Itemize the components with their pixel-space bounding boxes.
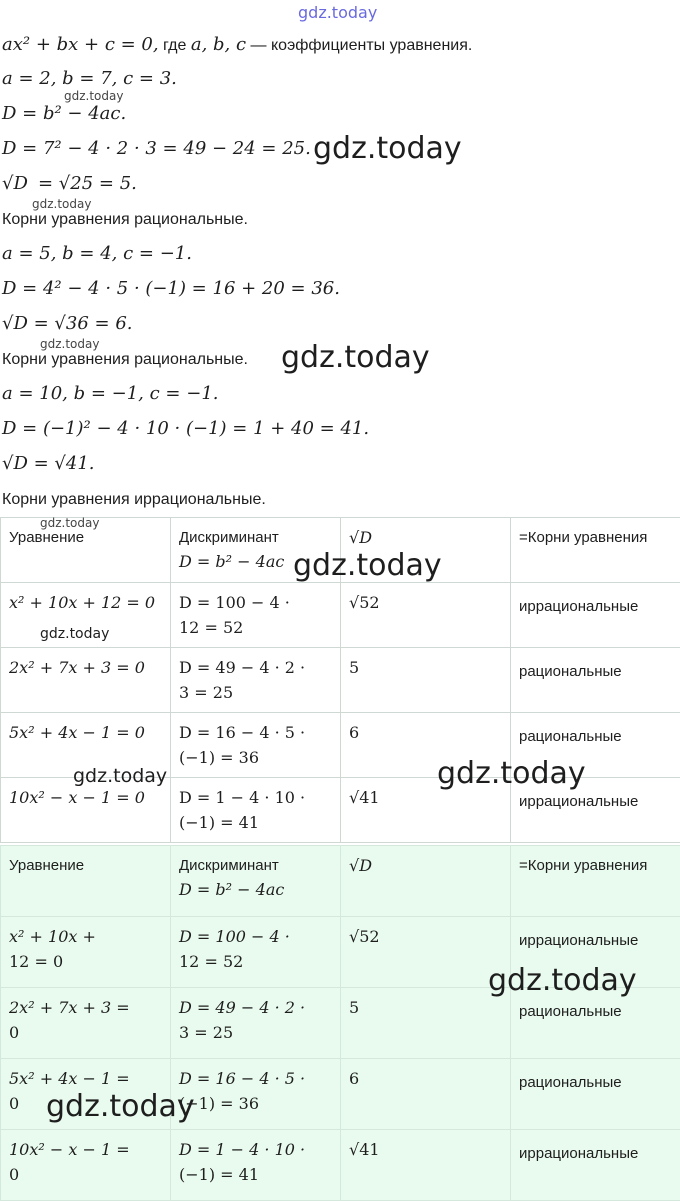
header-roots: =Корни уравнения (511, 846, 680, 917)
cell-sqrt: 5 (349, 998, 359, 1017)
general-equation: ax² + bx + c = 0, (2, 34, 159, 55)
cell-discriminant-2: 3 = 25 (179, 683, 233, 702)
conclusion-3: Корни уравнения иррациональные. (2, 491, 266, 509)
cell-sqrt: √41 (349, 1140, 380, 1159)
cell-sqrt: √52 (349, 593, 380, 612)
watermark-big-4: gdz.today (437, 756, 586, 791)
sqrt-line-3: √D = √41. (2, 453, 95, 474)
cell-roots: рациональные (519, 656, 622, 684)
results-table-2 (0, 845, 680, 1201)
watermark-small-2: gdz.today (32, 197, 91, 211)
watermark-top: gdz.today (298, 3, 377, 22)
cell-discriminant-2: 12 = 52 (179, 618, 243, 637)
header-equation: Уравнение (1, 518, 171, 583)
header-roots: =Корни уравнения (511, 518, 680, 583)
cell-discriminant-1: D = 1 − 4 · 10 · (179, 1140, 305, 1159)
cell-discriminant-2: (−1) = 36 (179, 748, 259, 767)
cell-discriminant-1: D = 16 − 4 · 5 · (179, 723, 305, 742)
cell-discriminant-1: D = 16 − 4 · 5 · (179, 1069, 305, 1088)
watermark-small-5: gdz.today (40, 626, 109, 642)
cell-sqrt: 6 (349, 723, 359, 742)
header-sqrt: √D (341, 846, 511, 917)
cell-roots: рациональные (519, 1067, 622, 1095)
watermark-small-3: gdz.today (40, 337, 99, 351)
cell-equation-2: 0 (9, 1023, 19, 1042)
header-sqrt: √D (341, 518, 511, 583)
cell-sqrt: 5 (349, 658, 359, 677)
sqrt-line-2: √D = √36 = 6. (2, 313, 133, 334)
discriminant-calc-3: D = (−1)² − 4 · 10 · (−1) = 1 + 40 = 41. (2, 418, 369, 439)
conclusion-2: Корни уравнения рациональные. (2, 351, 248, 369)
cell-equation-2: 0 (9, 1165, 19, 1184)
header-equation: Уравнение (1, 846, 171, 917)
cell-sqrt: √41 (349, 788, 380, 807)
discriminant-calc-1: D = 7² − 4 · 2 · 3 = 49 − 24 = 25. (2, 138, 311, 159)
watermark-big-6: gdz.today (46, 1089, 195, 1124)
discriminant-formula: D = b² − 4ac. (2, 103, 126, 124)
cell-discriminant-2: 3 = 25 (179, 1023, 233, 1042)
cell-equation: x² + 10x + 12 = 0 (9, 593, 155, 612)
discriminant-calc-2: D = 4² − 4 · 5 · (−1) = 16 + 20 = 36. (2, 278, 340, 299)
coefficients-vars: a, b, c (191, 34, 246, 55)
cell-roots: иррациональные (519, 925, 638, 953)
coefficients-line-3: a = 10, b = −1, c = −1. (2, 383, 219, 404)
cell-roots: иррациональные (519, 591, 638, 619)
cell-roots: иррациональные (519, 786, 638, 814)
cell-equation-2: 0 (9, 1094, 19, 1113)
watermark-big-2: gdz.today (281, 340, 430, 375)
cell-discriminant-1: D = 1 − 4 · 10 · (179, 788, 305, 807)
cell-discriminant-1: D = 49 − 4 · 2 · (179, 658, 305, 677)
cell-roots: рациональные (519, 721, 622, 749)
watermark-big-1: gdz.today (313, 131, 462, 166)
watermark-medium-1: gdz.today (73, 765, 167, 787)
table-header-row (1, 846, 680, 917)
cell-discriminant-2: (−1) = 41 (179, 813, 259, 832)
cell-equation-1: x² + 10x + (9, 927, 96, 946)
cell-equation-1: 2x² + 7x + 3 = (9, 998, 130, 1017)
cell-equation: 10x² − x − 1 = 0 (9, 788, 145, 807)
cell-roots: иррациональные (519, 1138, 638, 1166)
watermark-small-1: gdz.today (64, 89, 123, 103)
table-row (1, 1130, 680, 1201)
coefficients-text: — коэффициенты уравнения. (246, 37, 472, 54)
cell-discriminant-2: (−1) = 36 (179, 1094, 259, 1113)
coefficients-line-2: a = 5, b = 4, c = −1. (2, 243, 192, 264)
coefficients-line-1: a = 2, b = 7, c = 3. (2, 68, 177, 89)
cell-equation: 2x² + 7x + 3 = 0 (9, 658, 145, 677)
where-text: где (159, 37, 191, 54)
cell-discriminant-1: D = 100 − 4 · (179, 927, 290, 946)
cell-sqrt: 6 (349, 1069, 359, 1088)
watermark-small-4: gdz.today (40, 516, 99, 530)
equation-general-line (2, 34, 472, 55)
cell-equation-1: 5x² + 4x − 1 = (9, 1069, 130, 1088)
cell-roots: рациональные (519, 996, 622, 1024)
header-discriminant: Дискриминант D = b² − 4ac (171, 518, 341, 583)
cell-equation-1: 10x² − x − 1 = (9, 1140, 130, 1159)
watermark-big-5: gdz.today (488, 963, 637, 998)
header-discriminant: Дискриминант D = b² − 4ac (171, 846, 341, 917)
cell-equation: 5x² + 4x − 1 = 0 (9, 723, 145, 742)
cell-discriminant-1: D = 100 − 4 · (179, 593, 290, 612)
table-row (1, 988, 680, 1059)
cell-discriminant-2: (−1) = 41 (179, 1165, 259, 1184)
watermark-big-3: gdz.today (293, 548, 442, 583)
table-row (1, 648, 680, 713)
sqrt-result-1: = √25 = 5. (38, 173, 137, 194)
cell-equation-2: 12 = 0 (9, 952, 63, 971)
sqrt-line-1: √D (2, 173, 28, 194)
cell-sqrt: √52 (349, 927, 380, 946)
cell-discriminant-1: D = 49 − 4 · 2 · (179, 998, 305, 1017)
conclusion-1: Корни уравнения рациональные. (2, 211, 248, 229)
cell-discriminant-2: 12 = 52 (179, 952, 243, 971)
